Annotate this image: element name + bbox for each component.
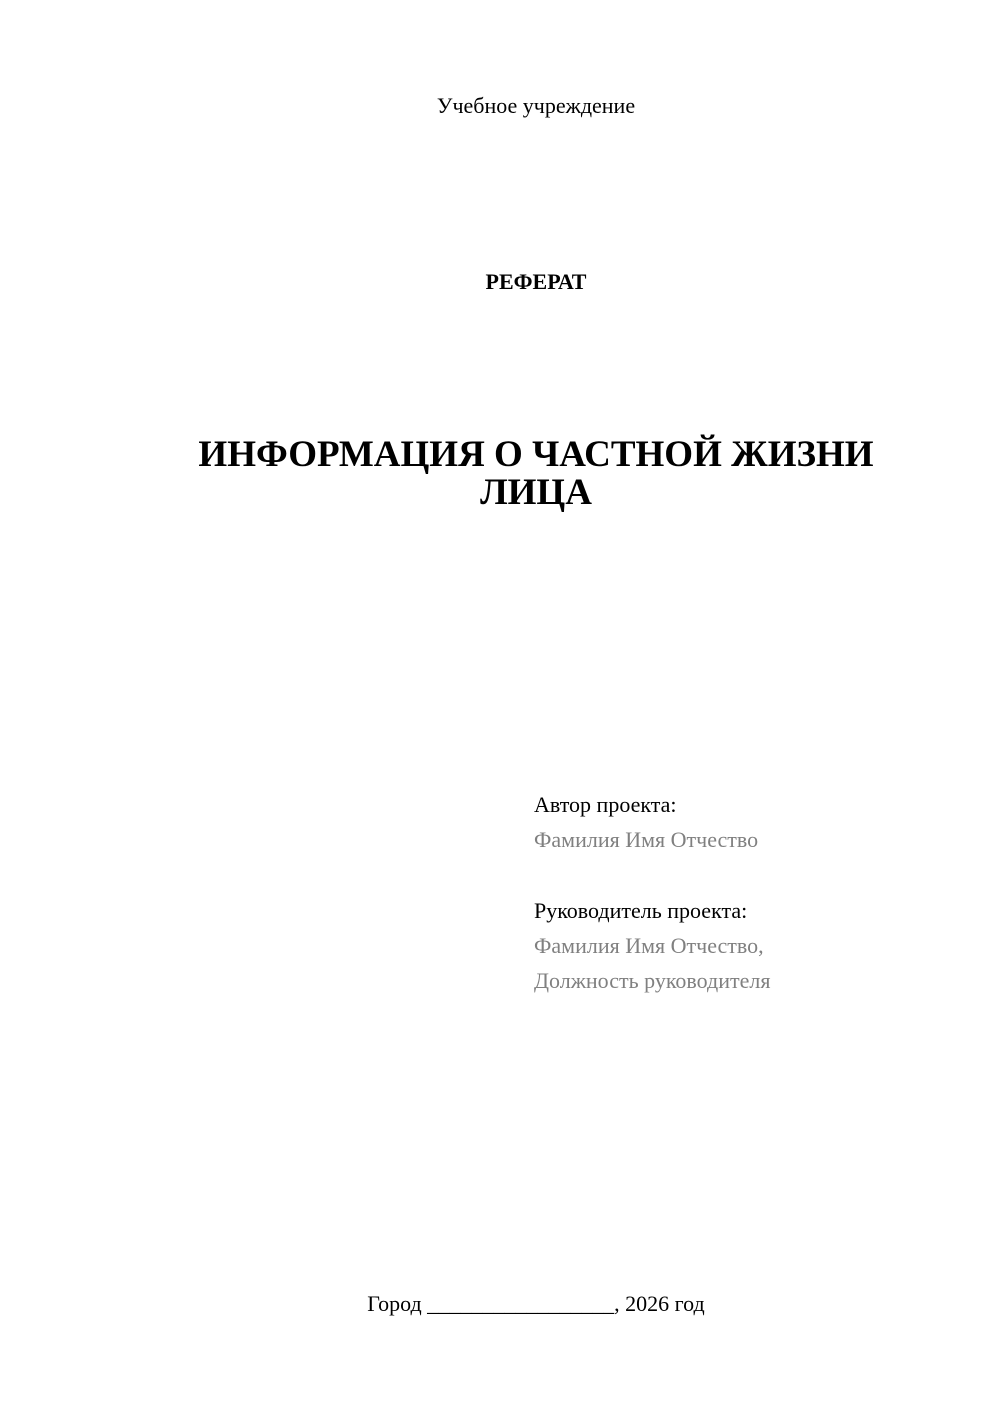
project-info — [534, 787, 974, 998]
spacer — [534, 857, 974, 893]
institution-name: Учебное учреждение — [436, 93, 636, 118]
supervisor-name: Фамилия Имя Отчество, — [534, 933, 764, 958]
supervisor-label: Руководитель проекта: — [534, 898, 748, 923]
author-name: Фамилия Имя Отчество — [534, 827, 759, 852]
author-label: Автор проекта: — [534, 792, 677, 817]
city-year-line: Город _________________, 2026 год — [367, 1291, 705, 1316]
document-title: ИНФОРМАЦИЯ О ЧАСТНОЙ ЖИЗНИ ЛИЦА — [198, 434, 874, 513]
document-type: РЕФЕРАТ — [485, 269, 587, 294]
supervisor-position: Должность руководителя — [534, 968, 771, 993]
